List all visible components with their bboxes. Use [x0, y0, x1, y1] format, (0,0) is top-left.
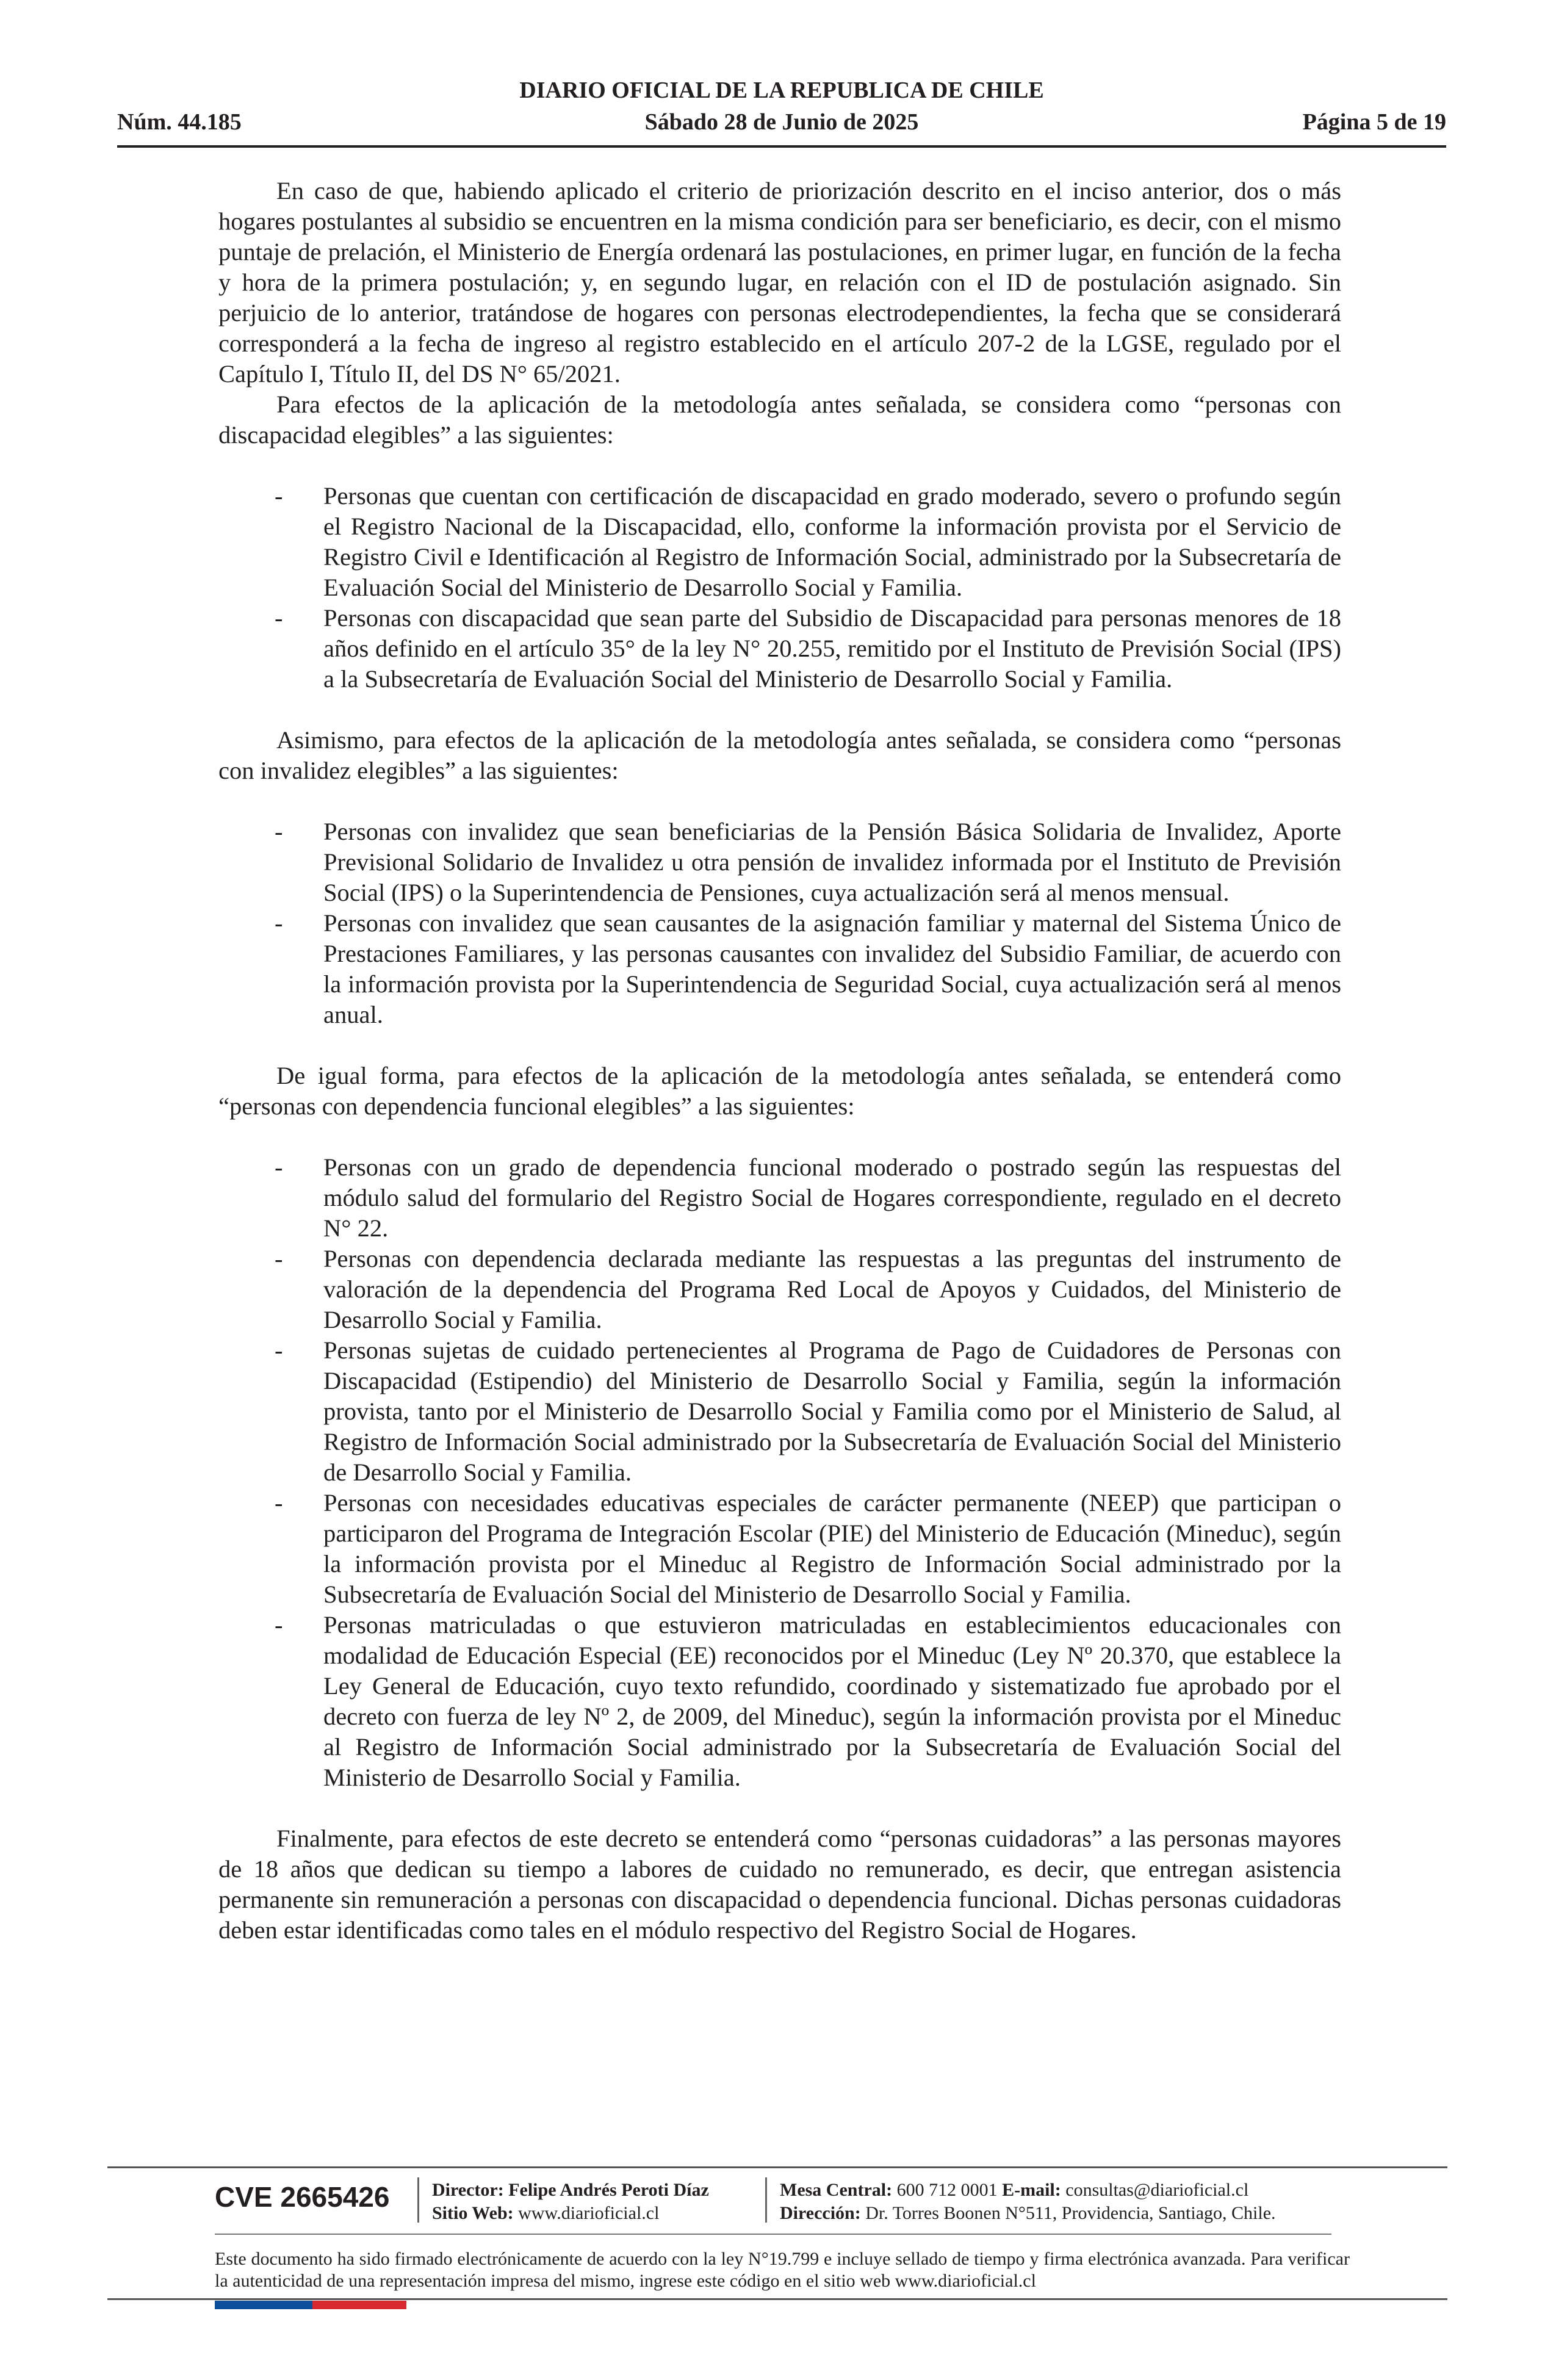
site-label: Sitio Web: [432, 2203, 514, 2223]
dash-bullet: - [275, 1489, 283, 1516]
dash-bullet: - [275, 1153, 283, 1181]
list-item [218, 908, 1341, 1030]
discapacidad-list [218, 481, 1341, 694]
invalidez-list [218, 817, 1341, 1030]
site-link[interactable]: www.diarioficial.cl [518, 2203, 660, 2223]
dash-bullet: - [275, 909, 283, 937]
list-item-text: Personas con invalidez que sean causantes de la asignación familiar y maternal del Sistema Único de Prestaciones Familiares, y las personas causantes con invalidez del Subsidio Familiar, de acuerdo con la información provista por la Superintendencia de Seguridad Social, cuya actualización será al menos anual. [323, 909, 1341, 1028]
flag-stripe-red [312, 2301, 406, 2309]
paragraph: Para efectos de la aplicación de la metodología antes señalada, se considera como “personas con discapacidad elegibles” a las siguientes: [218, 391, 1341, 449]
footer-thin-divider [215, 2234, 1331, 2235]
footer-contact-block [780, 2179, 1276, 2225]
legal-notice: Este documento ha sido firmado electrónicamente de acuerdo con la ley N°19.799 e incluye sellado de tiempo y firma electrónica avanzada. Para verificar la autenticidad de una representación impresa del mismo, ingrese este código en el sitio web www.diarioficial.cl [215, 2249, 1350, 2291]
flag-stripe-blue [215, 2301, 312, 2309]
paragraph: En caso de que, habiendo aplicado el criterio de priorización descrito en el inciso anterior, dos o más hogares postulantes al subsidio se encuentren en la misma condición para ser beneficiario, es decir, con el mismo puntaje de prelación, el Ministerio de Energía ordenará las postulaciones, en primer lugar, en función de la fecha y hora de la primera postulación; y, en segundo lugar, en relación con el ID de postulación asignado. Sin perjuicio de lo anterior, tratándose de hogares con personas electrodependientes, la fecha que se considerará corresponderá a la fecha de ingreso al registro establecido en el artículo 207-2 de la LGSE, regulado por el Capítulo I, Título II, del DS N° 65/2021. [218, 177, 1341, 388]
dash-bullet: - [275, 818, 283, 845]
list-item [218, 1244, 1341, 1335]
page-header [117, 77, 1446, 148]
list-item-text: Personas que cuentan con certificación de discapacidad en grado moderado, severo o profundo según el Registro Nacional de la Discapacidad, ello, conforme la información provista por el Servicio de Registro Civil e Identificación al Registro de Información Social, administrado por la Subsecretaría de Evaluación Social del Ministerio de Desarrollo Social y Familia. [323, 482, 1341, 601]
list-item-text: Personas con un grado de dependencia funcional moderado o postrado según las respuestas del módulo salud del formulario del Registro Social de Hogares correspondiente, regulado en el decreto N° 22. [323, 1153, 1341, 1242]
dependencia-list [218, 1152, 1341, 1793]
issue-number: Núm. 44.185 [117, 109, 242, 135]
director-label: Director: [432, 2180, 504, 2200]
cve-code: CVE 2665426 [215, 2181, 390, 2213]
list-item [218, 817, 1341, 908]
paragraph: Finalmente, para efectos de este decreto se entenderá como “personas cuidadoras” a las personas mayores de 18 años que dedican su tiempo a labores de cuidado no remunerado, es decir, que entregan asistencia permanente sin remuneración a personas con discapacidad o dependencia funcional. Dichas personas cuidadoras deben estar identificadas como tales en el módulo respectivo del Registro Social de Hogares. [218, 1825, 1341, 1944]
list-item [218, 1488, 1341, 1610]
list-item [218, 481, 1341, 603]
email-link[interactable]: consultas@diarioficial.cl [1065, 2180, 1249, 2200]
dash-bullet: - [275, 1336, 283, 1364]
footer-divider [107, 2166, 1447, 2168]
paragraph: Asimismo, para efectos de la aplicación de la metodología antes señalada, se considera como “personas con invalidez elegibles” a las siguientes: [218, 726, 1341, 784]
footer-separator [765, 2177, 767, 2223]
dash-bullet: - [275, 1611, 283, 1639]
list-item [218, 1335, 1341, 1488]
footer-bottom-divider [107, 2298, 1447, 2300]
address-value: Dr. Torres Boonen N°511, Providencia, Santiago, Chile. [865, 2203, 1276, 2223]
list-item-text: Personas con dependencia declarada mediante las respuestas a las preguntas del instrumento de valoración de la dependencia del Programa Red Local de Apoyos y Cuidados, del Ministerio de Desarrollo Social y Familia. [323, 1245, 1341, 1333]
page-number: Página 5 de 19 [1302, 109, 1446, 135]
issue-date: Sábado 28 de Junio de 2025 [644, 109, 919, 135]
address-label: Dirección: [780, 2203, 861, 2223]
footer-separator [417, 2177, 419, 2223]
list-item-text: Personas sujetas de cuidado pertenecientes al Programa de Pago de Cuidadores de Personas con Discapacidad (Estipendio) del Ministerio de Desarrollo Social y Familia, según la información provista, tanto por el Ministerio de Desarrollo Social y Familia como por el Ministerio de Salud, al Registro de Información Social administrado por la Subsecretaría de Evaluación Social del Ministerio de Desarrollo Social y Familia. [323, 1336, 1341, 1486]
dash-bullet: - [275, 604, 283, 632]
email-label: E-mail: [1002, 2180, 1061, 2200]
list-item-text: Personas con discapacidad que sean parte del Subsidio de Discapacidad para personas menores de 18 años definido en el artículo 35° de la ley N° 20.255, remitido por el Instituto de Previsión Social (IPS) a la Subsecretaría de Evaluación Social del Ministerio de Desarrollo Social y Familia. [323, 604, 1341, 693]
list-item [218, 603, 1341, 694]
dash-bullet: - [275, 482, 283, 510]
phone-label: Mesa Central: [780, 2180, 893, 2200]
list-item [218, 1610, 1341, 1793]
newspaper-title: DIARIO OFICIAL DE LA REPUBLICA DE CHILE [519, 78, 1044, 103]
document-body [218, 176, 1341, 1945]
dash-bullet: - [275, 1245, 283, 1272]
list-item-text: Personas matriculadas o que estuvieron matriculadas en establecimientos educacionales con modalidad de Educación Especial (EE) reconocidos por el Mineduc (Ley Nº 20.370, que establece la Ley General de Educación, cuyo texto refundido, coordinado y sistematizado fue aprobado por el decreto con fuerza de ley Nº 2, de 2009, del Mineduc), según la información provista por el Mineduc al Registro de Información Social administrado por la Subsecretaría de Evaluación Social del Ministerio de Desarrollo Social y Familia. [323, 1611, 1341, 1791]
phone-value: 600 712 0001 [896, 2180, 998, 2200]
list-item-text: Personas con necesidades educativas especiales de carácter permanente (NEEP) que participan o participaron del Programa de Integración Escolar (PIE) del Ministerio de Educación (Mineduc), según la información provista por el Mineduc al Registro de Información Social administrado por la Subsecretaría de Evaluación Social del Ministerio de Desarrollo Social y Familia. [323, 1489, 1341, 1608]
footer-director-block [432, 2179, 709, 2225]
paragraph: De igual forma, para efectos de la aplicación de la metodología antes señalada, se entenderá como “personas con dependencia funcional elegibles” a las siguientes: [218, 1062, 1341, 1120]
list-item [218, 1152, 1341, 1244]
list-item-text: Personas con invalidez que sean beneficiarias de la Pensión Básica Solidaria de Invalidez, Aporte Previsional Solidario de Invalidez u otra pensión de invalidez informada por el Instituto de Previsión Social (IPS) o la Superintendencia de Pensiones, cuya actualización será al menos mensual. [323, 818, 1341, 906]
director-name: Felipe Andrés Peroti Díaz [508, 2180, 709, 2200]
